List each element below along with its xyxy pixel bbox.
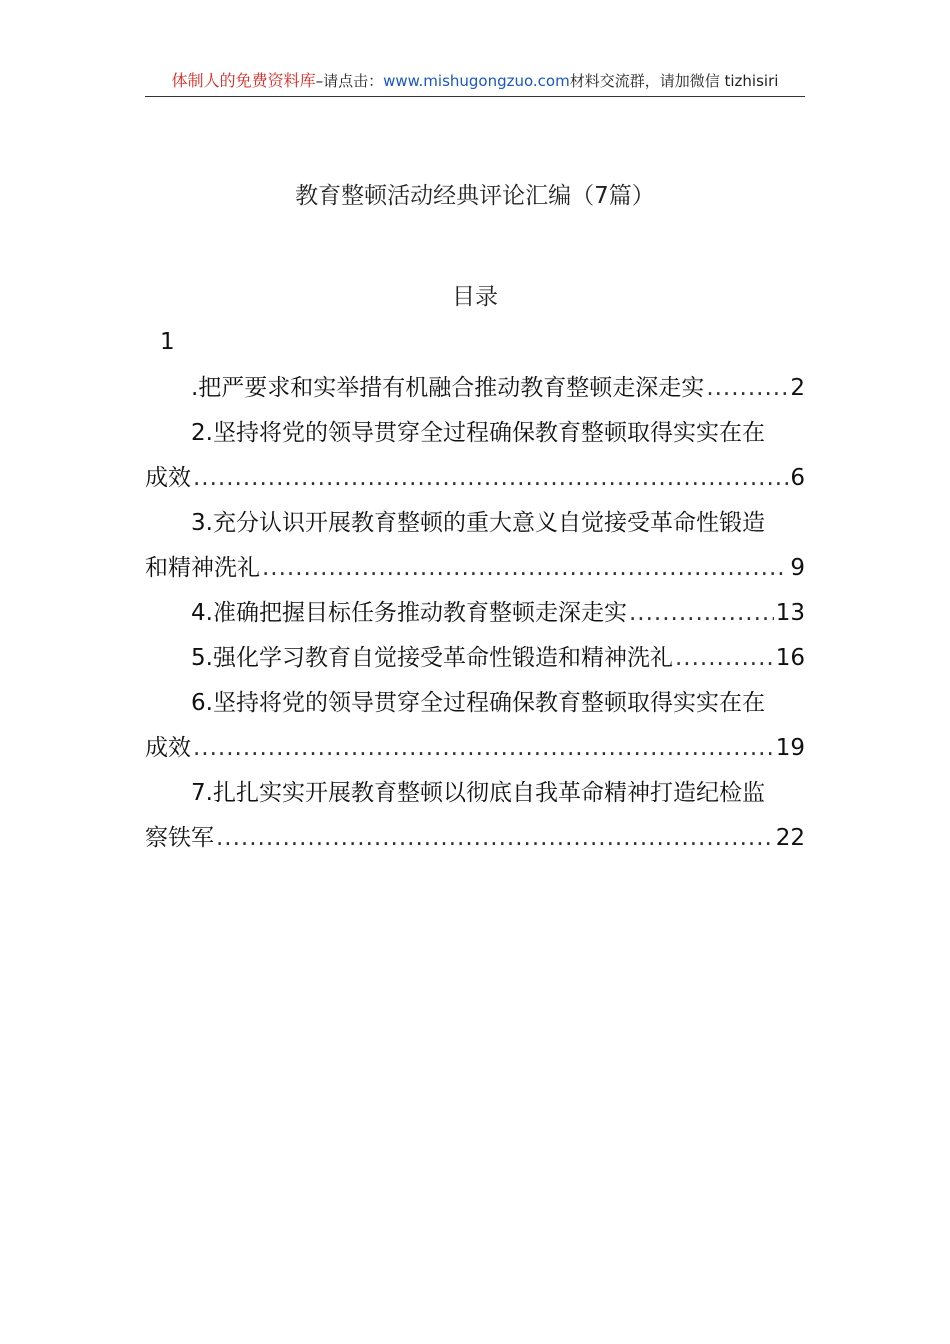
toc-entry-2[interactable] bbox=[145, 411, 805, 456]
header-brand: 体制人的免费资料库 bbox=[171, 71, 316, 90]
toc-entry-4[interactable] bbox=[145, 591, 805, 636]
toc-entry-2-continuation[interactable] bbox=[145, 456, 805, 501]
toc-page-number: 22 bbox=[775, 825, 805, 851]
toc-page-number: 16 bbox=[775, 645, 805, 671]
toc-entry-3[interactable] bbox=[145, 501, 805, 546]
header-prompt: –请点击： bbox=[315, 72, 384, 90]
toc-entry-title: 5.强化学习教育自觉接受革命性锻造和精神洗礼 bbox=[191, 645, 673, 671]
page-header bbox=[145, 70, 805, 97]
toc-entry-3-continuation[interactable] bbox=[145, 546, 805, 591]
toc-leader-dots bbox=[706, 366, 788, 411]
toc-entry-title: .把严要求和实举措有机融合推动教育整顿走深走实 bbox=[191, 375, 705, 401]
table-of-contents bbox=[145, 366, 805, 861]
header-url-link[interactable]: www.mishugongzuo.com bbox=[383, 72, 570, 90]
toc-heading: 目录 bbox=[452, 284, 498, 310]
toc-entry-title-cont: 察铁军 bbox=[145, 825, 214, 851]
toc-entry-5[interactable] bbox=[145, 636, 805, 681]
toc-entry-1[interactable] bbox=[145, 366, 805, 411]
toc-entry-title-cont: 和精神洗礼 bbox=[145, 555, 260, 581]
toc-entry-title-cont: 成效 bbox=[145, 465, 191, 491]
header-suffix: 材料交流群，请加微信 tizhisiri bbox=[569, 72, 779, 90]
toc-leader-dots bbox=[193, 456, 788, 501]
toc-entry-title: 6.坚持将党的领导贯穿全过程确保教育整顿取得实实在在 bbox=[191, 690, 765, 716]
toc-leader-dots bbox=[216, 816, 774, 861]
toc-leader-dots bbox=[629, 591, 774, 636]
toc-entry-7[interactable] bbox=[145, 771, 805, 816]
toc-entry-6[interactable] bbox=[145, 681, 805, 726]
toc-page-number: 2 bbox=[790, 375, 805, 401]
toc-page-number: 19 bbox=[775, 735, 805, 761]
toc-page-number: 13 bbox=[775, 600, 805, 626]
toc-leader-dots bbox=[193, 726, 774, 771]
toc-leader-dots bbox=[675, 636, 774, 681]
toc-entry-title-cont: 成效 bbox=[145, 735, 191, 761]
toc-entry-title: 4.准确把握目标任务推动教育整顿走深走实 bbox=[191, 600, 627, 626]
document-title: 教育整顿活动经典评论汇编（7篇） bbox=[295, 183, 655, 209]
toc-leader-dots bbox=[262, 546, 788, 591]
toc-entry-title: 2.坚持将党的领导贯穿全过程确保教育整顿取得实实在在 bbox=[191, 420, 765, 446]
toc-entry-7-continuation[interactable] bbox=[145, 816, 805, 861]
toc-first-number: 1 bbox=[160, 329, 175, 355]
toc-page-number: 6 bbox=[790, 465, 805, 491]
toc-page-number: 9 bbox=[790, 555, 805, 581]
toc-entry-title: 7.扎扎实实开展教育整顿以彻底自我革命精神打造纪检监 bbox=[191, 780, 765, 806]
toc-entry-6-continuation[interactable] bbox=[145, 726, 805, 771]
toc-entry-title: 3.充分认识开展教育整顿的重大意义自觉接受革命性锻造 bbox=[191, 510, 765, 536]
